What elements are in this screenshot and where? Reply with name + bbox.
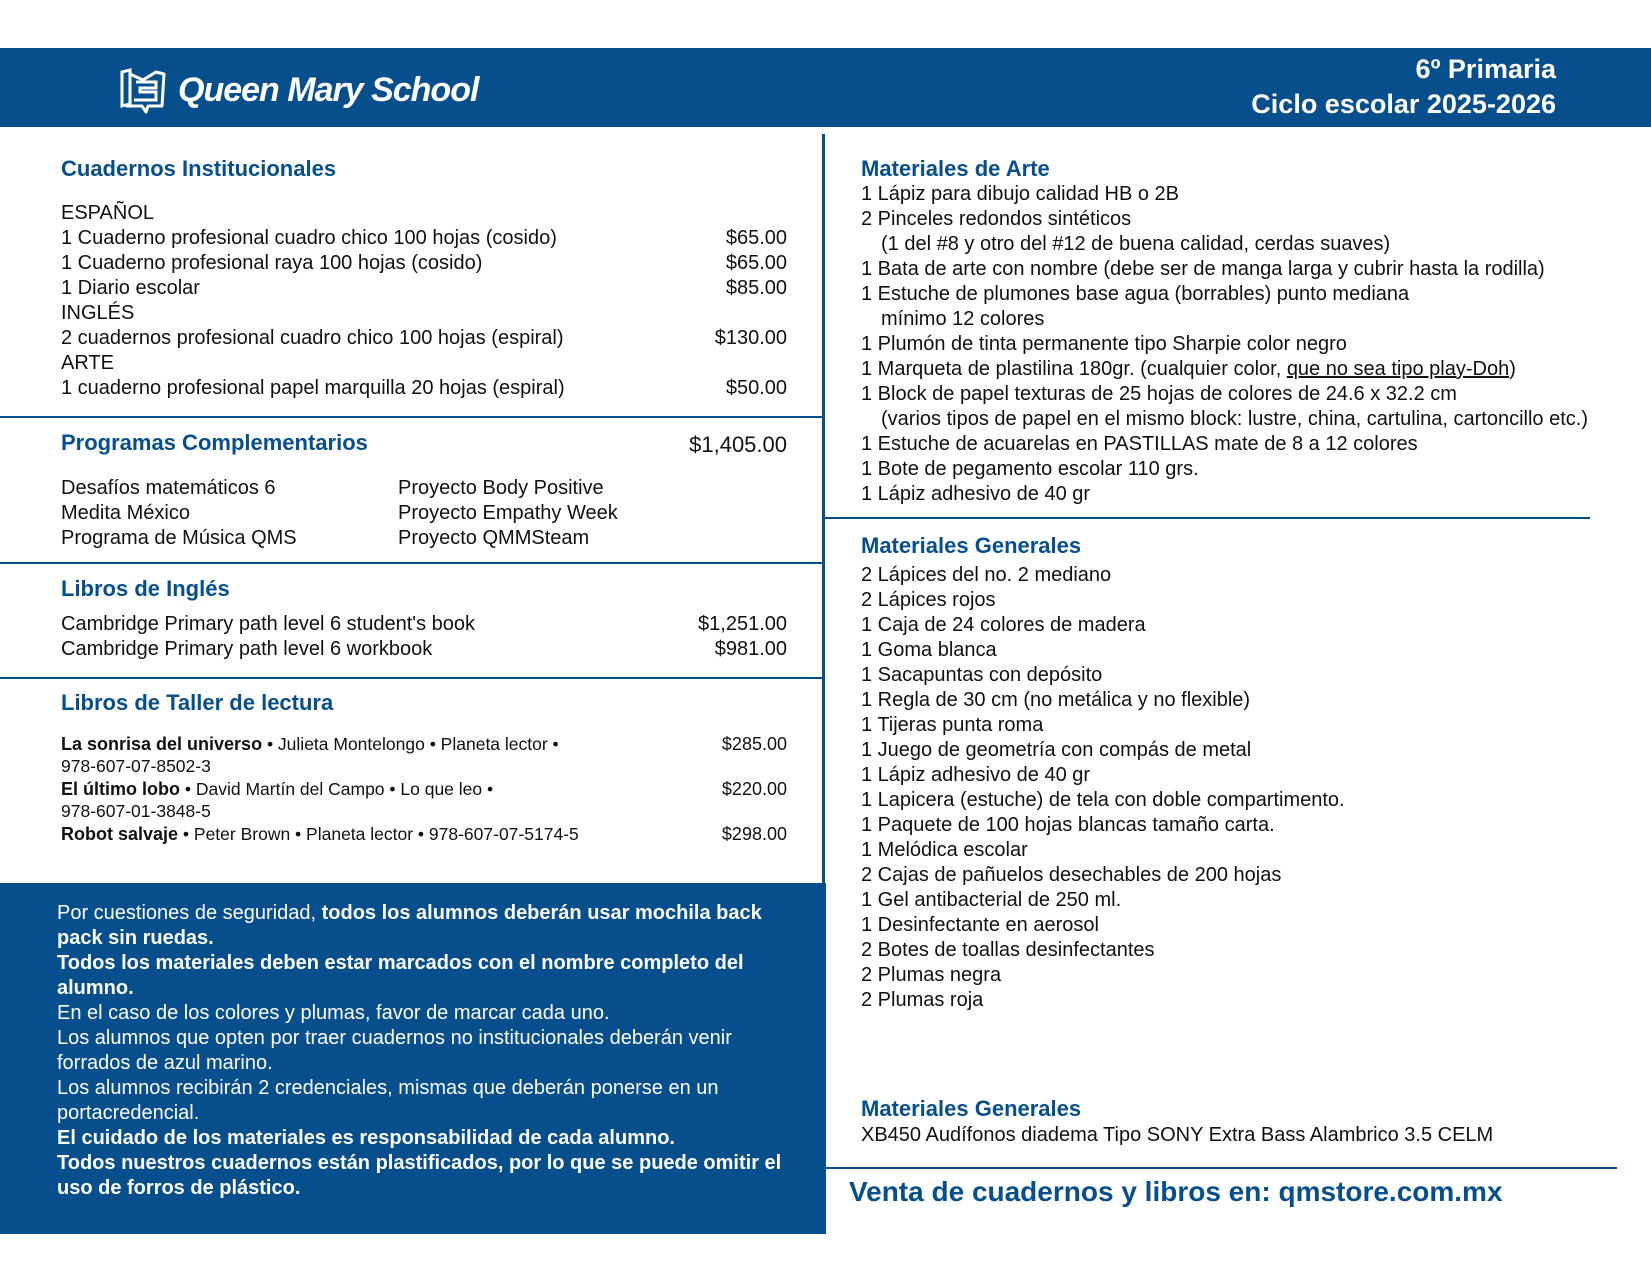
section-divider xyxy=(825,517,1590,519)
section-title-cuadernos: Cuadernos Institucionales xyxy=(61,156,337,181)
arte-item: 1 Lápiz para dibujo calidad HB o 2B xyxy=(861,183,1179,205)
libro-price: $981.00 xyxy=(714,638,787,660)
school-logo xyxy=(116,66,478,114)
programa-item: Desafíos matemáticos 6 xyxy=(61,477,276,499)
generales-item: 1 Lapicera (estuche) de tela con doble compartimento. xyxy=(861,789,1345,811)
lectura-price: $220.00 xyxy=(721,779,787,799)
book-logo-icon xyxy=(116,66,170,114)
store-link-text: Venta de cuadernos y libros en: qmstore.com.mx xyxy=(849,1176,1503,1207)
section-divider xyxy=(0,677,822,679)
lectura-isbn: 978-607-01-3848-5 xyxy=(61,801,211,821)
notice-paragraph xyxy=(57,901,797,951)
cuaderno-price: $65.00 xyxy=(725,227,787,249)
arte-item xyxy=(861,357,1588,382)
lectura-details: • David Martín del Campo • Lo que leo • xyxy=(180,779,494,799)
generales-list xyxy=(861,563,1345,1013)
lectura-item xyxy=(61,823,579,845)
cycle-title: Ciclo escolar 2025-2026 xyxy=(1251,89,1556,119)
generales-item: 1 Regla de 30 cm (no metálica y no flexible) xyxy=(861,689,1251,711)
arte-item: 1 Lápiz adhesivo de 40 gr xyxy=(861,483,1091,505)
generales-item: 1 Lápiz adhesivo de 40 gr xyxy=(861,764,1091,786)
arte-item-text: ) xyxy=(1509,358,1516,380)
section-title-programas: Programas Complementarios xyxy=(61,430,368,455)
lectura-isbn: 978-607-07-8502-3 xyxy=(61,756,211,776)
generales-item: 2 Lápices del no. 2 mediano xyxy=(861,564,1112,586)
lectura-price: $298.00 xyxy=(721,824,787,844)
grade-title: 6º Primaria xyxy=(1415,54,1556,84)
libro-price: $1,251.00 xyxy=(698,613,787,635)
grade-info xyxy=(1251,52,1556,122)
notice-box xyxy=(0,883,826,1234)
section-divider xyxy=(0,562,822,564)
section-title-generales-2: Materiales Generales xyxy=(861,1096,1082,1121)
section-divider xyxy=(825,1167,1617,1169)
cuaderno-price: $130.00 xyxy=(714,327,787,349)
lectura-details: • Julieta Montelongo • Planeta lector • xyxy=(262,734,559,754)
notice-paragraph: Los alumnos recibirán 2 credenciales, mismas que deberán ponerse en un portacredencial. xyxy=(57,1077,719,1124)
arte-item: 1 Bote de pegamento escolar 110 grs. xyxy=(861,458,1199,480)
arte-item-note: (1 del #8 y otro del #12 de buena calidad, cerdas suaves) xyxy=(881,233,1391,255)
cuaderno-item: 1 Diario escolar xyxy=(61,277,200,299)
generales-item: 1 Desinfectante en aerosol xyxy=(861,914,1099,936)
generales-item: 1 Tijeras punta roma xyxy=(861,714,1044,736)
generales-item: 2 Plumas roja xyxy=(861,989,984,1011)
generales-item: 2 Lápices rojos xyxy=(861,589,996,611)
arte-item: 1 Estuche de acuarelas en PASTILLAS mate de 8 a 12 colores xyxy=(861,433,1418,455)
lectura-price: $285.00 xyxy=(721,734,787,754)
programas-price: $1,405.00 xyxy=(689,432,787,457)
notice-paragraph xyxy=(57,1151,797,1201)
school-name: Queen Mary School xyxy=(178,70,479,109)
section-title-libros-ingles: Libros de Inglés xyxy=(61,576,230,601)
programa-item: Proyecto Body Positive xyxy=(398,477,604,499)
notice-bold-text: Todos nuestros cuadernos están plastificados, por lo que se puede omitir el uso de forros de plástico. xyxy=(57,1152,782,1199)
notice-text: Por cuestiones de seguridad, xyxy=(57,902,322,924)
cuaderno-item: 2 cuadernos profesional cuadro chico 100 hojas (espiral) xyxy=(61,327,564,349)
arte-item-underlined: que no sea tipo play-Doh xyxy=(1286,358,1510,380)
lectura-book-title: Robot salvaje xyxy=(61,824,179,844)
cuaderno-item: 1 cuaderno profesional papel marquilla 20 hojas (espiral) xyxy=(61,377,565,399)
arte-item: 1 Estuche de plumones base agua (borrables) punto mediana xyxy=(861,283,1410,305)
notice-bold-text: Todos los materiales deben estar marcados con el nombre completo del alumno. xyxy=(57,952,744,999)
arte-item-note: (varios tipos de papel en el mismo block: lustre, china, cartulina, cartoncillo etc.) xyxy=(881,408,1588,430)
group-label-ingles: INGLÉS xyxy=(61,302,135,324)
cuaderno-item: 1 Cuaderno profesional cuadro chico 100 hojas (cosido) xyxy=(61,227,557,249)
lectura-details: • Peter Brown • Planeta lector • 978-607-07-5174-5 xyxy=(178,824,579,844)
arte-item-text: 1 Marqueta de plastilina 180gr. (cualquier color, xyxy=(861,358,1287,380)
notice-content xyxy=(57,901,797,1201)
generales-item: 2 Plumas negra xyxy=(861,964,1002,986)
section-title-generales: Materiales Generales xyxy=(861,533,1082,558)
generales-2-item: XB450 Audífonos diadema Tipo SONY Extra Bass Alambrico 3.5 CELM xyxy=(861,1124,1494,1146)
notice-paragraph: Los alumnos que opten por traer cuadernos no institucionales deberán venir forrados de azul marino. xyxy=(57,1027,732,1074)
generales-item: 2 Botes de toallas desinfectantes xyxy=(861,939,1155,961)
generales-item: 1 Caja de 24 colores de madera xyxy=(861,614,1146,636)
arte-item: 1 Block de papel texturas de 25 hojas de colores de 24.6 x 32.2 cm xyxy=(861,383,1457,405)
arte-list xyxy=(861,182,1588,507)
programa-item: Proyecto Empathy Week xyxy=(398,502,618,524)
generales-item: 1 Paquete de 100 hojas blancas tamaño carta. xyxy=(861,814,1275,836)
arte-item: 2 Pinceles redondos sintéticos xyxy=(861,208,1132,230)
section-title-taller-lectura: Libros de Taller de lectura xyxy=(61,690,334,715)
generales-item: 1 Juego de geometría con compás de metal xyxy=(861,739,1252,761)
section-title-arte: Materiales de Arte xyxy=(861,156,1050,181)
notice-bold-text: todos los alumnos deberán usar mochila back pack sin ruedas. xyxy=(57,902,762,949)
group-label-espanol: ESPAÑOL xyxy=(61,202,154,224)
arte-item-note: mínimo 12 colores xyxy=(881,308,1045,330)
cuaderno-price: $65.00 xyxy=(725,252,787,274)
generales-item: 1 Goma blanca xyxy=(861,639,997,661)
notice-paragraph: En el caso de los colores y plumas, favor de marcar cada uno. xyxy=(57,1002,610,1024)
lectura-book-title: La sonrisa del universo xyxy=(61,734,263,754)
arte-item: 1 Plumón de tinta permanente tipo Sharpie color negro xyxy=(861,333,1347,355)
lectura-book-title: El último lobo xyxy=(61,779,180,799)
programa-item: Programa de Música QMS xyxy=(61,527,297,549)
lectura-item xyxy=(61,733,559,755)
notice-bold-text: El cuidado de los materiales es responsabilidad de cada alumno. xyxy=(57,1127,675,1149)
programa-item: Proyecto QMMSteam xyxy=(398,527,590,549)
notice-paragraph xyxy=(57,1126,797,1151)
cuaderno-price: $50.00 xyxy=(725,377,787,399)
cuaderno-item: 1 Cuaderno profesional raya 100 hojas (cosido) xyxy=(61,252,483,274)
notice-paragraph xyxy=(57,951,797,1001)
group-label-arte: ARTE xyxy=(61,352,114,374)
lectura-item xyxy=(61,778,493,800)
generales-item: 1 Sacapuntas con depósito xyxy=(861,664,1103,686)
arte-item: 1 Bata de arte con nombre (debe ser de manga larga y cubrir hasta la rodilla) xyxy=(861,258,1545,280)
programa-item: Medita México xyxy=(61,502,190,524)
generales-item: 1 Melódica escolar xyxy=(861,839,1028,861)
libro-item: Cambridge Primary path level 6 student's book xyxy=(61,613,476,635)
cuaderno-price: $85.00 xyxy=(725,277,787,299)
section-divider xyxy=(0,416,822,418)
generales-item: 2 Cajas de pañuelos desechables de 200 hojas xyxy=(861,864,1282,886)
generales-item: 1 Gel antibacterial de 250 ml. xyxy=(861,889,1122,911)
libro-item: Cambridge Primary path level 6 workbook xyxy=(61,638,433,660)
